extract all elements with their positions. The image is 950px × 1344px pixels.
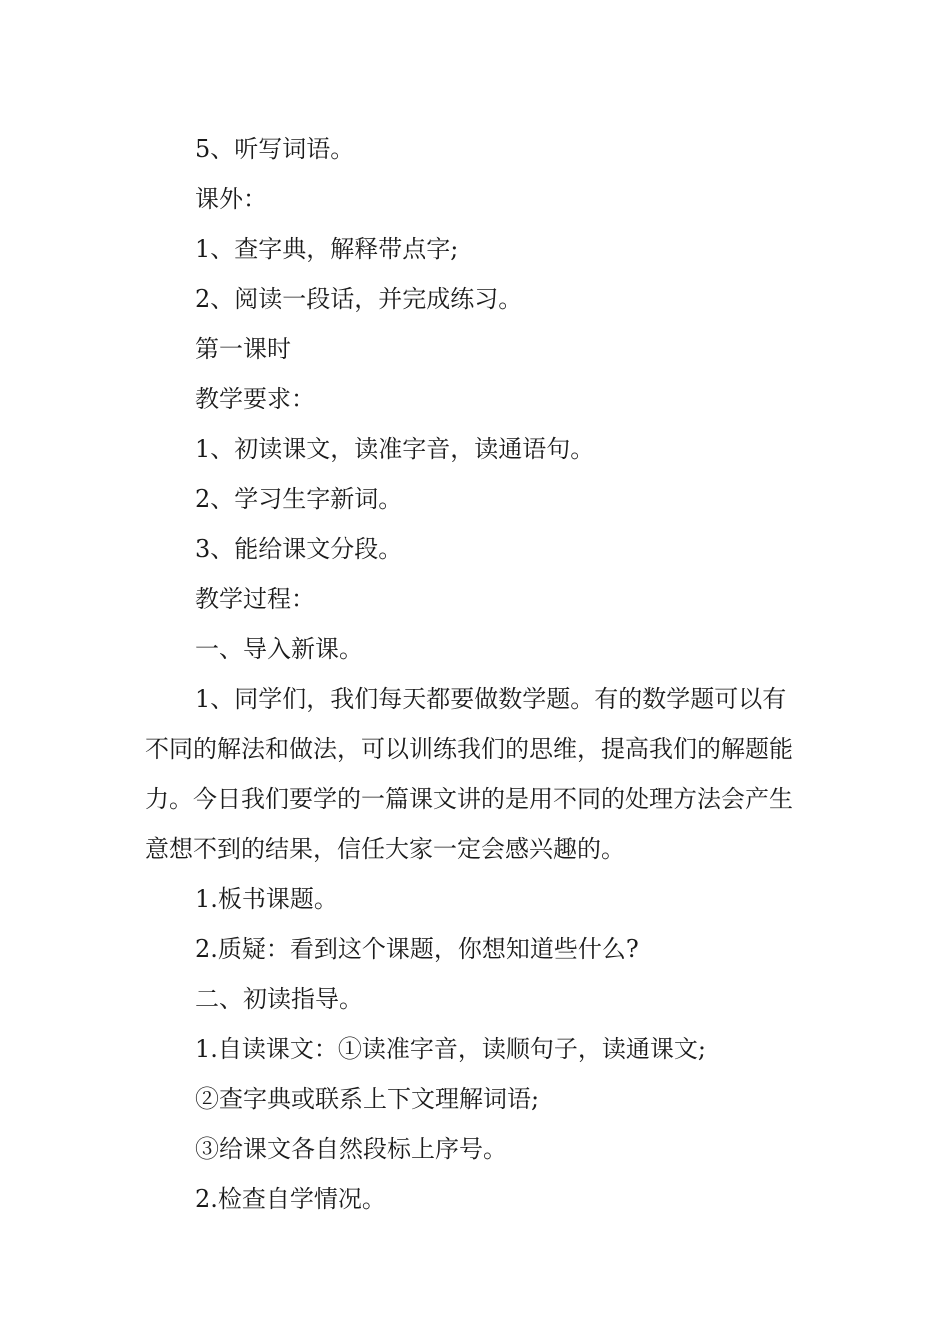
paragraph-dictionary-context: ②查字典或联系上下文理解词语; bbox=[195, 1085, 540, 1113]
paragraph-self-reading: 1.自读课文：①读准字音，读顺句子，读通课文; bbox=[195, 1035, 706, 1063]
paragraph-numbering: ③给课文各自然段标上序号。 bbox=[195, 1135, 507, 1163]
paragraph-section-2-heading: 二、初读指导。 bbox=[195, 985, 363, 1013]
paragraph-questioning: 2.质疑：看到这个课题，你想知道些什么? bbox=[195, 935, 639, 963]
paragraph-requirement-2: 2、学习生字新词。 bbox=[195, 485, 403, 513]
paragraph-dictation: 5、听写词语。 bbox=[195, 135, 355, 163]
paragraph-requirements-heading: 教学要求： bbox=[195, 385, 315, 413]
paragraph-first-lesson: 第一课时 bbox=[195, 335, 291, 363]
paragraph-extracurricular-heading: 课外： bbox=[195, 185, 267, 213]
paragraph-reading-task: 2、阅读一段话，并完成练习。 bbox=[195, 285, 523, 313]
paragraph-requirement-1: 1、初读课文，读准字音，读通语句。 bbox=[195, 435, 595, 463]
paragraph-check-self-study: 2.检查自学情况。 bbox=[195, 1185, 386, 1213]
paragraph-dictionary-task: 1、查字典，解释带点字; bbox=[195, 235, 459, 263]
paragraph-section-1-heading: 一、导入新课。 bbox=[195, 635, 363, 663]
paragraph-requirement-3: 3、能给课文分段。 bbox=[195, 535, 403, 563]
document-body bbox=[145, 124, 810, 1224]
paragraph-process-heading: 教学过程： bbox=[195, 585, 315, 613]
paragraph-introduction: 1、同学们，我们每天都要做数学题。有的数学题可以有不同的解法和做法，可以训练我们的思维，提高我们的解题能力。今日我们要学的一篇课文讲的是用不同的处理方法会产生意想不到的结果，信任大家一定会感兴趣的。 bbox=[145, 685, 793, 863]
paragraph-board-title: 1.板书课题。 bbox=[195, 885, 338, 913]
